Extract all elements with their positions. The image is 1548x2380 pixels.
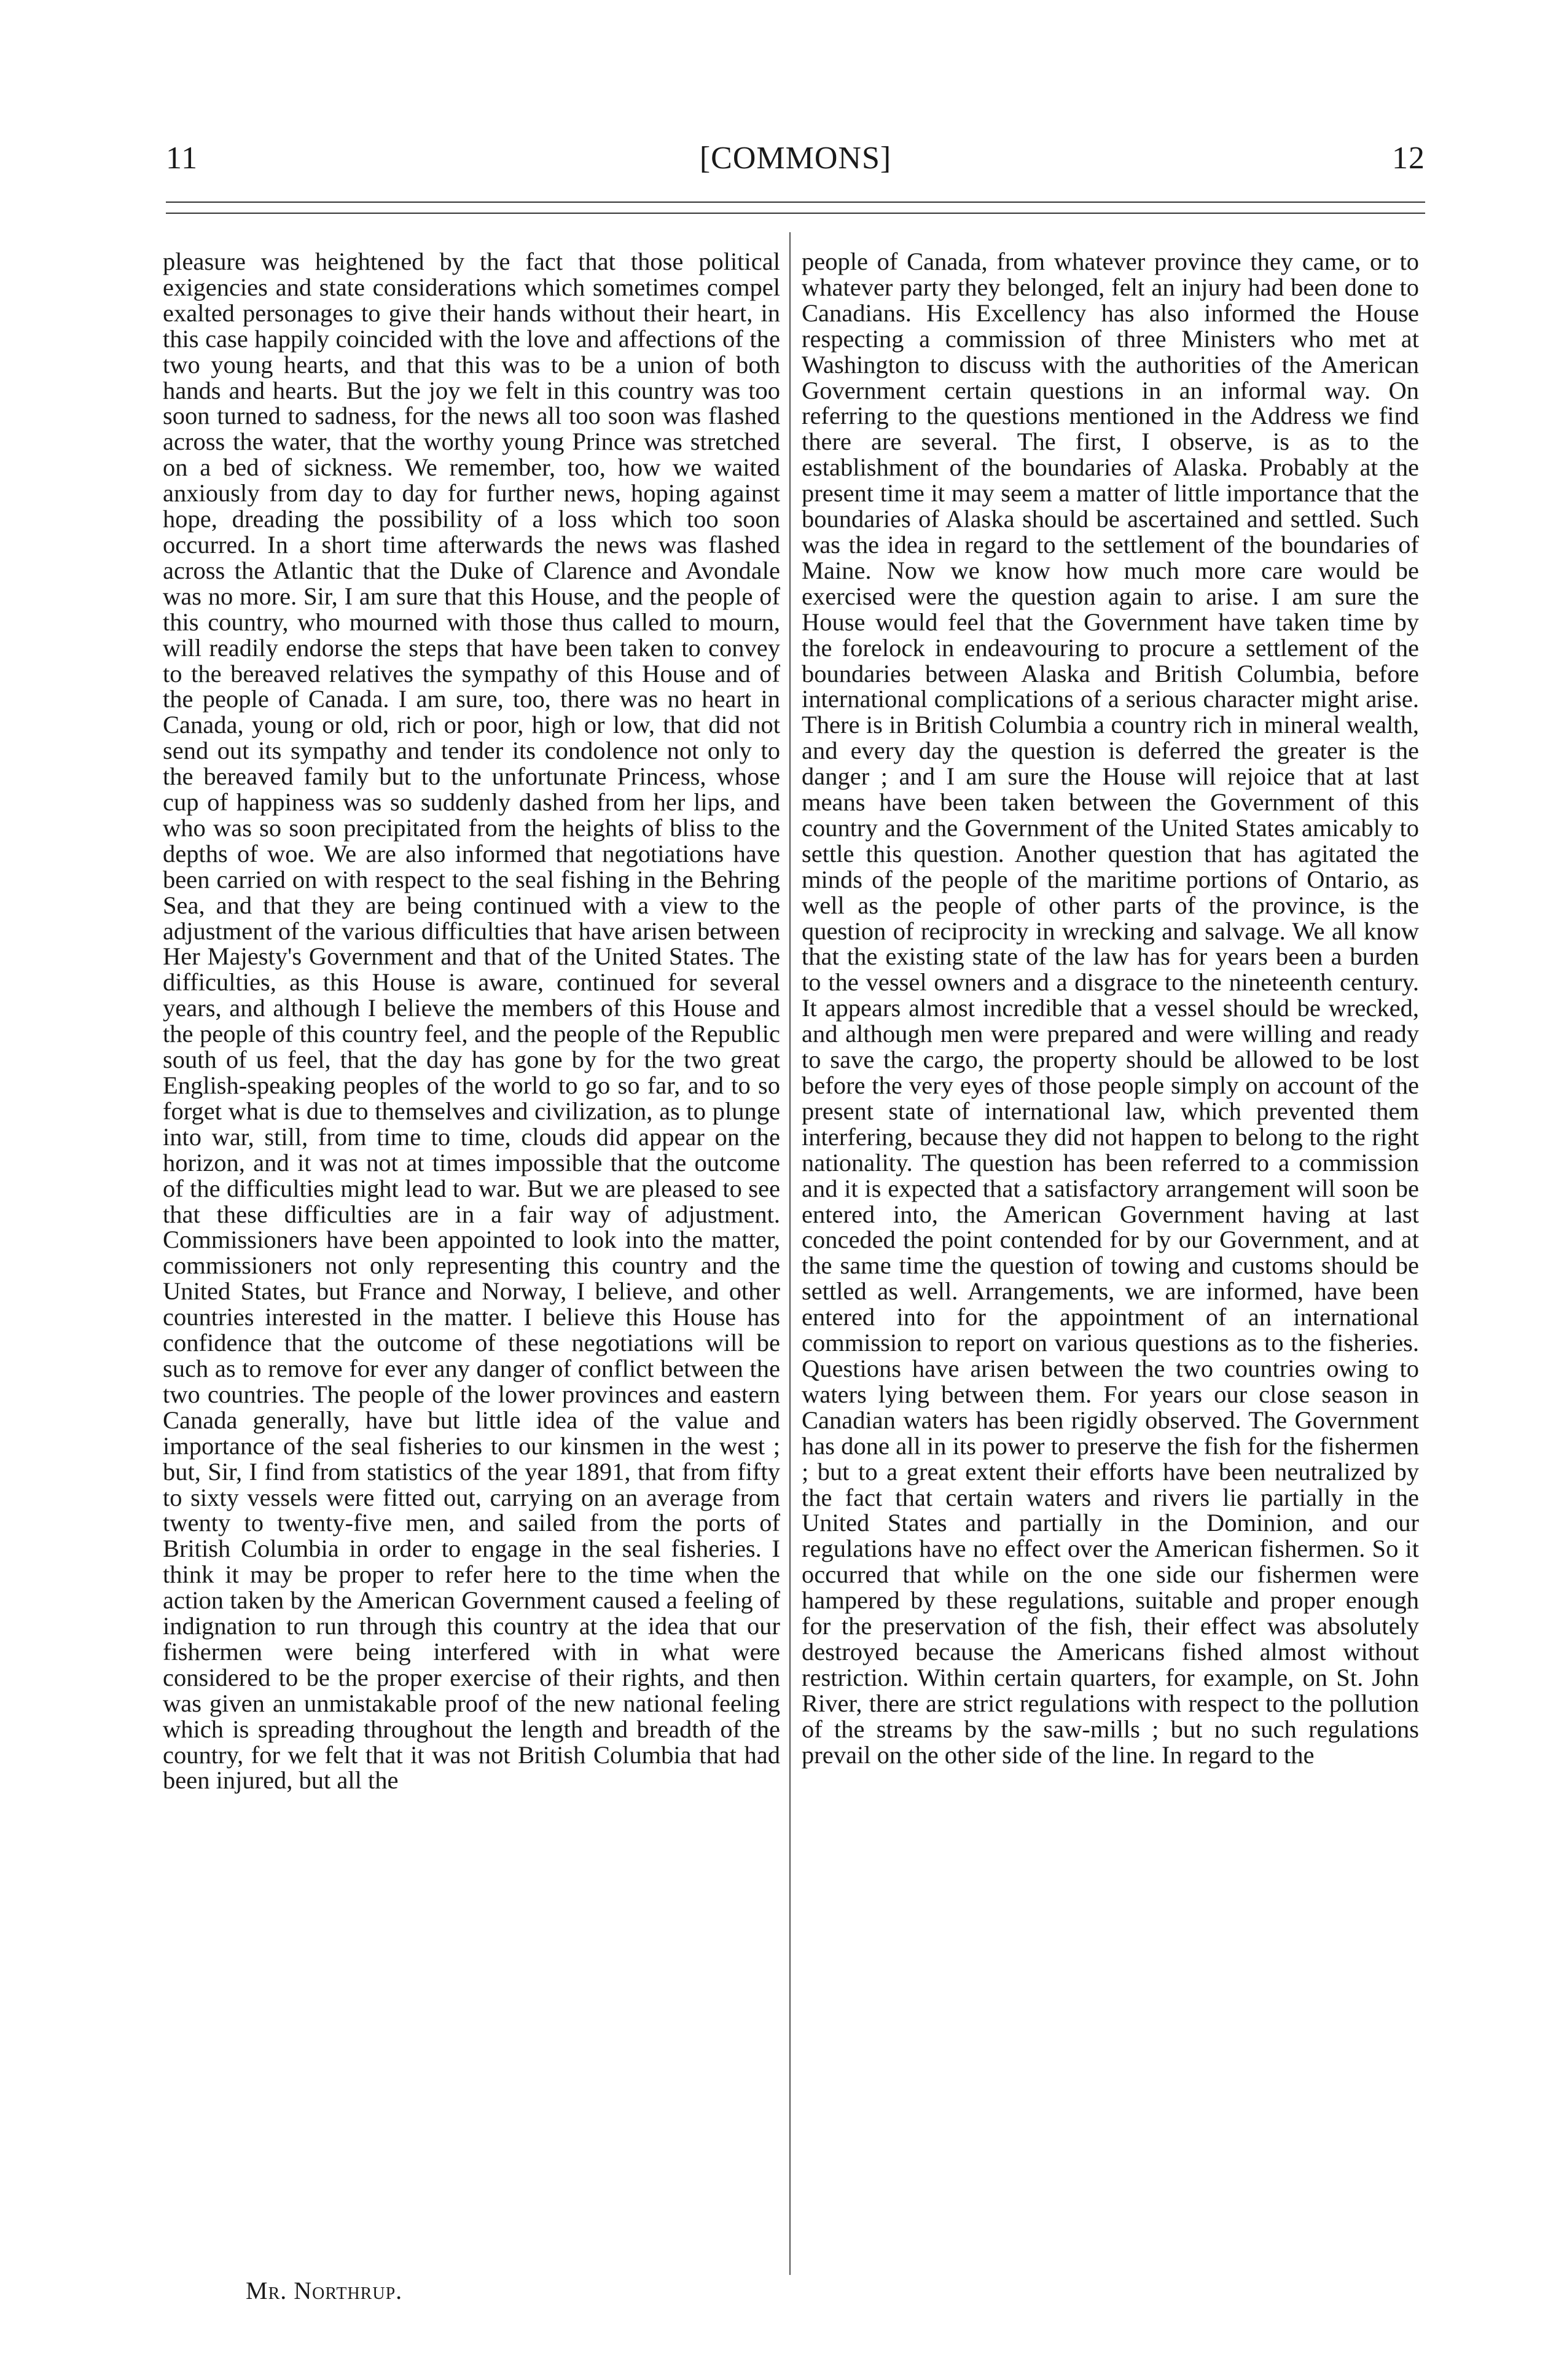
column-divider (789, 232, 791, 2275)
page-title: [COMMONS] (699, 141, 892, 176)
right-column-text: people of Canada, from whatever province they came, or to whatever party they belonged, felt an injury had been done to Canadians. His Excellency has also informed the House respecting a commission of three Ministers who met at Washington to discuss with the authorities of the American Government certain questions in an informal way. On referring to the questions mentioned in the Address we find there are several. The first, I observe, is as to the establishment of the boundaries of Alaska. Probably at the present time it may seem a matter of little importance that the boundaries of Alaska should be ascertained and settled. Such was the idea in regard to the settlement of the boundaries of Maine. Now we know how much more care would be exercised were the question again to arise. I am sure the House would feel that the Government have taken time by the forelock in endeavouring to procure a settlement of the boundaries between Alaska and British Columbia, before international complications of a serious character might arise. There is in British Columbia a country rich in mineral wealth, and every day the question is deferred the greater is the danger ; and I am sure the House will rejoice that at last means have been taken between the Government of this country and the Government of the United States amicably to settle this question. Another question that has agitated the minds of the people of the maritime portions of Ontario, as well as the people of other parts of the province, is the question of reciprocity in wrecking and salvage. We all know that the existing state of the law has for years been a burden to the vessel owners and a disgrace to the nineteenth century. It appears almost incredible that a vessel should be wrecked, and although men were prepared and were willing and ready to save the cargo, the property should be allowed to be lost before the very eyes of those people simply on account of the present state of international law, which prevented them interfering, because they did not happen to belong to the right nationality. The question has been referred to a commission and it is expected that a satisfactory arrangement will soon be entered into, the American Government having at last conceded the point contended for by our Government, and at the same time the question of towing and customs should be settled as well. Arrangements, we are informed, have been entered into for the appointment of an international commission to report on various questions as to the fisheries. Questions have arisen between the two countries owing to waters lying between them. For years our close season in Canadian waters has been rigidly observed. The Government has done all in its power to preserve the fish for the fishermen ; but to a great extent their efforts have been neutralized by the fact that certain waters and rivers lie partially in the United States and partially in the Dominion, and our regulations have no effect over the American fishermen. So it occurred that while on the one side our fishermen were hampered by these regulations, suitable and proper enough for the preservation of the fish, their effect was absolutely destroyed because the Americans fished almost without restriction. Within certain quarters, for example, on St. John River, there are strict regulations with respect to the pollution of the streams by the saw-mills ; but no such regulations prevail on the other side of the line. In regard to the (802, 248, 1419, 1769)
page-header (166, 140, 1425, 183)
speaker-name: Mr. Northrup. (246, 2277, 403, 2304)
right-page-number: 12 (1392, 141, 1425, 176)
left-column-text: pleasure was heightened by the fact that those political exigencies and state considerations which sometimes compel exalted personages to give their hands without their heart, in this case happily coincided with the love and affections of the two young hearts, and that this was to be a union of both hands and hearts. But the joy we felt in this country was too soon turned to sadness, for the news all too soon was flashed across the water, that the worthy young Prince was stretched on a bed of sickness. We remember, too, how we waited anxiously from day to day for further news, hoping against hope, dreading the possibility of a loss which too soon occurred. In a short time afterwards the news was flashed across the Atlantic that the Duke of Clarence and Avondale was no more. Sir, I am sure that this House, and the people of this country, who mourned with those thus called to mourn, will readily endorse the steps that have been taken to convey to the bereaved relatives the sympathy of this House and of the people of Canada. I am sure, too, there was no heart in Canada, young or old, rich or poor, high or low, that did not send out its sympathy and tender its condolence not only to the bereaved family but to the unfortunate Princess, whose cup of happiness was so suddenly dashed from her lips, and who was so soon precipitated from the heights of bliss to the depths of woe. We are also informed that negotiations have been carried on with respect to the seal fishing in the Behring Sea, and that they are being continued with a view to the adjustment of the various difficulties that have arisen between Her Majesty's Government and that of the United States. The difficulties, as this House is aware, continued for several years, and although I believe the members of this House and the people of this country feel, and the people of the Republic south of us feel, that the day has gone by for the two great English-speaking peoples of the world to go so far, and to so forget what is due to themselves and civilization, as to plunge into war, still, from time to time, clouds did appear on the horizon, and it was not at times impossible that the outcome of the difficulties might lead to war. But we are pleased to see that these difficulties are in a fair way of adjustment. Commissioners have been appointed to look into the matter, commissioners not only representing this country and the United States, but France and Norway, I believe, and other countries interested in the matter. I believe this House has confidence that the outcome of these negotiations will be such as to remove for ever any danger of conflict between the two countries. The people of the lower provinces and eastern Canada generally, have but little idea of the value and importance of the seal fisheries to our kinsmen in the west ; but, Sir, I find from statistics of the year 1891, that from fifty to sixty vessels were fitted out, carrying on an average from twenty to twenty-five men, and sailed from the ports of British Columbia in order to engage in the seal fisheries. I think it may be proper to refer here to the time when the action taken by the American Government caused a feeling of indignation to run through this country at the idea that our fishermen were being interfered with in what were considered to be the proper exercise of their rights, and then was given an unmistakable proof of the new national feeling which is spreading throughout the length and breadth of the country, for we felt that it was not British Columbia that had been injured, but all the (163, 248, 780, 1795)
header-rule-top (166, 202, 1425, 203)
left-page-number: 11 (166, 141, 198, 176)
header-rule-bottom (166, 213, 1425, 214)
